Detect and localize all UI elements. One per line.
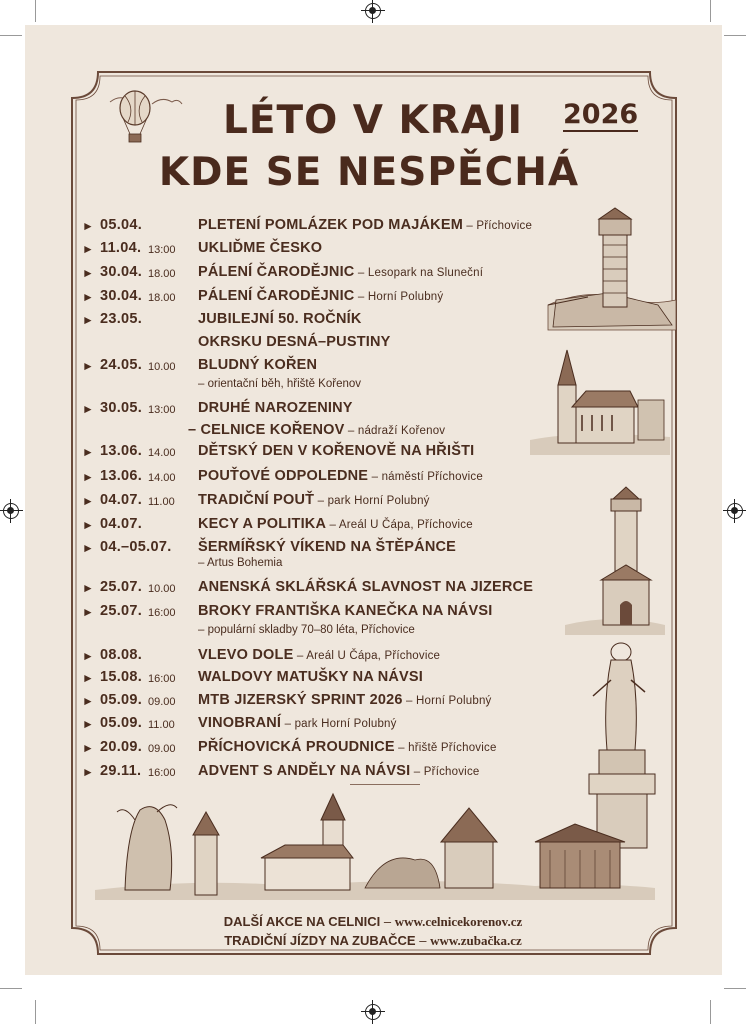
arrow-icon: ►	[82, 266, 94, 280]
arrow-icon: ►	[82, 694, 94, 708]
registration-mark-icon	[365, 1004, 381, 1020]
event-location: –	[293, 650, 307, 662]
arrow-icon: ►	[82, 765, 94, 779]
event-location: Příchovice	[476, 220, 533, 232]
crop-mark	[724, 35, 746, 36]
event-title: PŘÍCHOVICKÁ PROUDNICE – hřiště Příchovice	[198, 739, 497, 755]
event-time: 16:00	[148, 607, 176, 619]
event-title: PÁLENÍ ČARODĚJNIC – Horní Polubný	[198, 288, 444, 304]
arrow-icon: ►	[82, 649, 94, 663]
event-location: –	[326, 519, 339, 531]
event-location: –	[354, 267, 368, 279]
event-date: 08.08.	[100, 647, 143, 663]
registration-mark-icon	[365, 3, 381, 19]
event-subtitle: – orientační běh, hřiště Kořenov	[198, 378, 362, 390]
event-location: –	[463, 220, 477, 232]
event-title: DĚTSKÝ DEN V KOŘENOVĚ NA HŘIŠTI	[198, 443, 475, 459]
event-time: 11.00	[148, 719, 175, 731]
crop-mark	[710, 0, 711, 22]
event-title: POUŤOVÉ ODPOLEDNE – náměstí Příchovice	[198, 468, 483, 484]
footer-line-celnice: DALŠÍ AKCE NA CELNICI – www.celnicekorenov.cz	[223, 914, 523, 929]
crop-mark	[35, 0, 36, 22]
event-date: 13.06.	[100, 443, 143, 459]
event-title: WALDOVY MATUŠKY NA NÁVSI	[198, 669, 424, 685]
event-time: 14.00	[148, 472, 176, 484]
event-title: VLEVO DOLE – Areál U Čápa, Příchovice	[198, 647, 441, 663]
crop-mark	[724, 988, 746, 989]
event-time: 13:00	[148, 244, 176, 256]
event-location: –	[314, 495, 328, 507]
event-time: 16:00	[148, 767, 176, 779]
arrow-icon: ►	[82, 494, 94, 508]
arrow-icon: ►	[82, 313, 94, 327]
event-location: Horní Polubný	[416, 695, 492, 707]
arrow-icon: ►	[82, 605, 94, 619]
zubacka-link[interactable]: www.zubačka.cz	[430, 933, 522, 948]
footer-line-zubacka: TRADIČNÍ JÍZDY NA ZUBAČCE – www.zubačka.cz	[224, 933, 522, 948]
event-location: –	[410, 766, 424, 778]
event-time: 14.00	[148, 447, 176, 459]
event-time: 11.00	[148, 496, 175, 508]
event-time: 18.00	[148, 292, 176, 304]
registration-mark-icon	[3, 503, 19, 519]
arrow-icon: ►	[82, 470, 94, 484]
event-title: ANENSKÁ SKLÁŘSKÁ SLAVNOST NA JIZERCE	[198, 579, 534, 595]
event-date: 24.05.	[100, 357, 143, 373]
event-title: JUBILEJNÍ 50. ROČNÍK	[198, 311, 362, 327]
arrow-icon: ►	[82, 518, 94, 532]
event-date: 30.04.	[100, 288, 143, 304]
event-date: 30.04.	[100, 264, 143, 280]
crop-mark	[710, 1000, 711, 1024]
event-date: 05.09.	[100, 692, 143, 708]
poster-title-line2: KDE SE NESPĚCHÁ	[158, 150, 580, 195]
tower-icon	[565, 485, 665, 635]
event-date: 20.09.	[100, 739, 143, 755]
arrow-icon: ►	[82, 741, 94, 755]
event-date: 05.04.	[100, 217, 143, 233]
event-time: 09.00	[148, 743, 176, 755]
event-location: Areál U Čápa, Příchovice	[306, 650, 441, 662]
event-title: OKRSKU DESNÁ–PUSTINY	[198, 334, 391, 350]
event-time: 10.00	[148, 361, 176, 373]
event-date: 29.11.	[100, 763, 142, 779]
event-time: 10.00	[148, 583, 176, 595]
event-location: park Horní Polubný	[294, 718, 397, 730]
event-date: 25.07.	[100, 579, 143, 595]
event-subtitle: – populární skladby 70–80 léta, Příchovice	[198, 624, 415, 636]
event-location: –	[281, 718, 295, 730]
arrow-icon: ►	[82, 242, 94, 256]
event-time: 18.00	[148, 268, 176, 280]
event-title: – CELNICE KOŘENOV – nádraží Kořenov	[188, 422, 446, 438]
event-subtitle: – Artus Bohemia	[198, 557, 283, 569]
event-title: PÁLENÍ ČARODĚJNIC – Lesopark na Sluneční	[198, 264, 484, 280]
event-time: 09.00	[148, 696, 176, 708]
year-label: 2026	[563, 99, 639, 130]
event-title: BROKY FRANTIŠKA KANEČKA NA NÁVSI	[198, 603, 493, 619]
event-date: 25.07.	[100, 603, 143, 619]
event-title: BLUDNÝ KOŘEN	[198, 357, 318, 373]
event-location: Příchovice	[423, 766, 480, 778]
event-location: Areál U Čápa, Příchovice	[338, 519, 473, 531]
event-title: PLETENÍ POMLÁZEK POD MAJÁKEM – Příchovice	[198, 217, 533, 233]
celnice-link[interactable]: www.celnicekorenov.cz	[394, 914, 523, 929]
event-location: –	[368, 471, 382, 483]
arrow-icon: ►	[82, 581, 94, 595]
church-icon	[530, 345, 670, 455]
event-location: hřiště Příchovice	[408, 742, 497, 754]
lookout-tower-icon	[548, 205, 676, 330]
divider	[350, 784, 420, 785]
event-title: ADVENT S ANDĚLY NA NÁVSI – Příchovice	[198, 763, 480, 779]
event-location: Lesopark na Sluneční	[367, 267, 484, 279]
arrow-icon: ►	[82, 219, 94, 233]
event-title: KECY A POLITIKA – Areál U Čápa, Příchovice	[198, 516, 473, 532]
event-title: UKLIĎME ČESKO	[198, 240, 323, 256]
event-date: 15.08.	[100, 669, 143, 685]
arrow-icon: ►	[82, 402, 94, 416]
event-time: 13:00	[148, 404, 176, 416]
event-title: DRUHÉ NAROZENINY	[198, 400, 353, 416]
event-title: VINOBRANÍ – park Horní Polubný	[198, 715, 397, 731]
crop-mark	[0, 988, 22, 989]
event-time: 16:00	[148, 673, 176, 685]
event-date: 11.04.	[100, 240, 142, 256]
event-date: 04.–05.07.	[100, 539, 172, 555]
event-date: 23.05.	[100, 311, 143, 327]
event-location: –	[402, 695, 417, 707]
arrow-icon: ►	[82, 671, 94, 685]
event-location: –	[394, 742, 409, 754]
event-date: 04.07.	[100, 516, 143, 532]
event-date: 04.07.	[100, 492, 143, 508]
poster-title-line1: LÉTO V KRAJI	[222, 98, 524, 143]
registration-mark-icon	[727, 503, 743, 519]
event-location: –	[354, 291, 368, 303]
event-location: Horní Polubný	[367, 291, 444, 303]
crop-mark	[35, 1000, 36, 1024]
event-location: náměstí Příchovice	[381, 471, 483, 483]
arrow-icon: ►	[82, 445, 94, 459]
event-date: 05.09.	[100, 715, 143, 731]
village-illustration	[95, 790, 655, 900]
event-title: MTB JIZERSKÝ SPRINT 2026 – Horní Polubný	[198, 692, 492, 708]
event-location: park Horní Polubný	[327, 495, 430, 507]
event-date: 30.05.	[100, 400, 143, 416]
event-title: TRADIČNÍ POUŤ – park Horní Polubný	[198, 492, 430, 508]
event-date: 13.06.	[100, 468, 143, 484]
crop-mark	[0, 35, 22, 36]
arrow-icon: ►	[82, 541, 94, 555]
arrow-icon: ►	[82, 290, 94, 304]
arrow-icon: ►	[82, 717, 94, 731]
event-title: ŠERMÍŘSKÝ VÍKEND NA ŠTĚPÁNCE	[198, 539, 457, 555]
arrow-icon: ►	[82, 359, 94, 373]
